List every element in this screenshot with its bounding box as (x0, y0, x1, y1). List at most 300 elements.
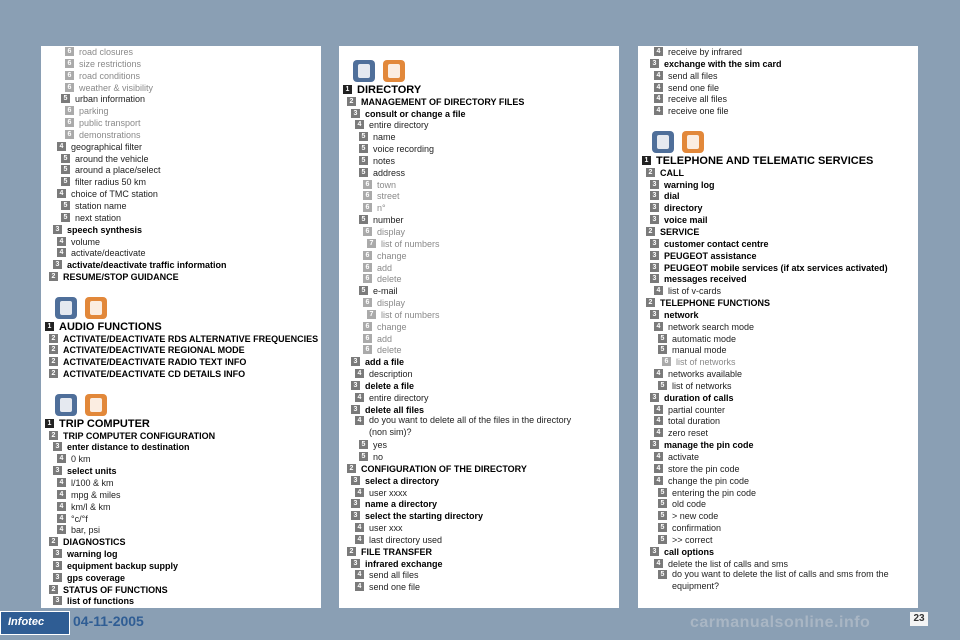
menu-item-label: add (377, 333, 393, 344)
level-badge: 4 (654, 416, 663, 425)
menu-item (41, 153, 321, 165)
level-badge: 3 (650, 547, 659, 556)
level-badge: 2 (49, 334, 58, 343)
menu-item (339, 380, 619, 392)
menu-item-label: yes (373, 440, 388, 451)
watermark: carmanualsonline.info (690, 614, 871, 631)
menu-item (638, 93, 918, 105)
level-badge: 6 (363, 263, 372, 272)
menu-item-label: automatic mode (672, 333, 737, 344)
level-badge: 4 (57, 248, 66, 257)
menu-item (41, 560, 321, 572)
menu-item-label: user xxx (369, 523, 403, 534)
menu-item-label: messages received (664, 274, 747, 285)
level-badge: 4 (57, 454, 66, 463)
level-badge: 5 (61, 201, 70, 210)
menu-item (339, 463, 619, 475)
menu-item (339, 84, 619, 96)
menu-item (339, 534, 619, 546)
menu-item (638, 309, 918, 321)
level-badge: 4 (57, 514, 66, 523)
menu-item (339, 546, 619, 558)
menu-column-3 (638, 46, 918, 608)
menu-item (638, 534, 918, 546)
menu-item (41, 368, 321, 380)
menu-item (339, 273, 619, 285)
menu-item-label: entering the pin code (672, 487, 757, 498)
menu-item (41, 224, 321, 236)
menu-item-label: name a directory (365, 499, 438, 510)
menu-item (638, 427, 918, 439)
menu-item (638, 167, 918, 179)
menu-item-label: change (377, 321, 407, 332)
menu-item (41, 46, 321, 58)
menu-item (339, 108, 619, 120)
menu-item-label: filter radius 50 km (75, 177, 147, 188)
level-badge: 2 (347, 464, 356, 473)
level-badge: 1 (45, 322, 54, 331)
menu-item-label: name (373, 132, 396, 143)
level-badge: 6 (363, 298, 372, 307)
level-badge: 5 (658, 523, 667, 532)
menu-item-label: TELEPHONE AND TELEMATIC SERVICES (656, 154, 874, 167)
level-badge: 4 (654, 476, 663, 485)
menu-item-label: ACTIVATE/DEACTIVATE REGIONAL MODE (63, 345, 245, 356)
menu-item (339, 475, 619, 487)
menu-item (41, 58, 321, 70)
menu-item-label: notes (373, 155, 396, 166)
menu-item (638, 475, 918, 487)
level-badge: 3 (53, 573, 62, 582)
level-badge: 5 (359, 215, 368, 224)
level-badge: 2 (49, 272, 58, 281)
menu-item-label: warning log (67, 549, 118, 560)
menu-item-label: display (377, 226, 406, 237)
level-badge: 5 (658, 381, 667, 390)
menu-item (339, 510, 619, 522)
menu-item (339, 96, 619, 108)
menu-item-label: MANAGEMENT OF DIRECTORY FILES (361, 96, 525, 107)
menu-item-label: description (369, 369, 413, 380)
menu-item (638, 82, 918, 94)
menu-item (41, 548, 321, 560)
menu-item (41, 93, 321, 105)
level-badge: 3 (351, 357, 360, 366)
page-number: 23 (910, 612, 928, 626)
menu-item (638, 70, 918, 82)
section-icons (638, 129, 918, 155)
menu-item (41, 465, 321, 477)
level-badge: 3 (650, 263, 659, 272)
level-badge: 4 (654, 286, 663, 295)
menu-item (638, 321, 918, 333)
level-badge: 6 (65, 59, 74, 68)
menu-item (638, 238, 918, 250)
menu-item (41, 188, 321, 200)
menu-item (339, 344, 619, 356)
menu-item-label: manual mode (672, 345, 727, 356)
level-badge: 4 (654, 559, 663, 568)
menu-item (41, 259, 321, 271)
menu-item-label: list of numbers (381, 238, 440, 249)
menu-item (41, 70, 321, 82)
menu-item (638, 510, 918, 522)
level-badge: 2 (347, 547, 356, 556)
menu-item-label: TRIP COMPUTER (59, 417, 150, 430)
section-icons (41, 295, 321, 321)
level-badge: 3 (351, 405, 360, 414)
menu-item (638, 558, 918, 570)
menu-item-label: equipment backup supply (67, 560, 179, 571)
menu-item (339, 451, 619, 463)
level-badge: 3 (53, 549, 62, 558)
menu-icon (55, 297, 77, 319)
menu-item-label: partial counter (668, 404, 726, 415)
menu-item (638, 250, 918, 262)
level-badge: 6 (363, 334, 372, 343)
menu-item (638, 226, 918, 238)
menu-item-label: gps coverage (67, 572, 126, 583)
level-badge: 6 (65, 106, 74, 115)
level-badge: 3 (53, 596, 62, 605)
menu-item-label: entire directory (369, 392, 429, 403)
menu-item-label: send one file (668, 82, 720, 93)
menu-item-label: no (373, 452, 384, 462)
menu-item (339, 179, 619, 191)
menu-item (41, 584, 321, 596)
level-badge: 5 (359, 144, 368, 153)
level-badge: 4 (355, 416, 364, 425)
menu-item (339, 285, 619, 297)
menu-item-label: number (373, 215, 404, 226)
menu-item (638, 463, 918, 475)
level-badge: 3 (351, 381, 360, 390)
level-badge: 6 (65, 83, 74, 92)
menu-icon (652, 131, 674, 153)
menu-item-label: total duration (668, 416, 721, 427)
menu-item (339, 131, 619, 143)
level-badge: 1 (642, 156, 651, 165)
level-badge: 4 (355, 120, 364, 129)
menu-item-label: road closures (79, 47, 134, 57)
menu-item-label: TELEPHONE FUNCTIONS (660, 298, 771, 309)
level-badge: 4 (57, 478, 66, 487)
menu-item-label: urban information (75, 94, 146, 105)
level-badge: 2 (49, 369, 58, 378)
level-badge: 6 (363, 322, 372, 331)
menu-item (339, 522, 619, 534)
level-badge: 3 (650, 393, 659, 402)
level-badge: 5 (658, 334, 667, 343)
menu-item-label: STATUS OF FUNCTIONS (63, 584, 168, 595)
menu-item-label: delete all files (365, 404, 425, 415)
menu-item-label: address (373, 167, 406, 178)
menu-item (41, 595, 321, 607)
menu-item (41, 236, 321, 248)
menu-item (339, 190, 619, 202)
menu-item (638, 380, 918, 392)
menu-item (638, 522, 918, 534)
level-badge: 6 (363, 203, 372, 212)
menu-item-label: select the starting directory (365, 511, 484, 522)
menu-item (41, 524, 321, 536)
level-badge: 2 (49, 357, 58, 366)
menu-item (41, 333, 321, 345)
menu-item (638, 439, 918, 451)
menu-item-label: warning log (664, 179, 715, 190)
menu-item-label: exchange with the sim card (664, 58, 782, 69)
menu-item (638, 368, 918, 380)
menu-item-label: select units (67, 466, 117, 477)
menu-item (41, 247, 321, 259)
menu-rows (339, 46, 619, 593)
menu-item-label: network search mode (668, 321, 755, 332)
level-badge: 5 (359, 440, 368, 449)
section-icons (41, 392, 321, 418)
level-badge: 4 (654, 71, 663, 80)
spacer (41, 380, 321, 392)
menu-item-label: list of networks (672, 380, 732, 391)
menu-item-label: select a directory (365, 475, 440, 486)
menu-item-label: next station (75, 212, 122, 223)
level-badge: 5 (359, 132, 368, 141)
level-badge: 5 (359, 168, 368, 177)
menu-item (339, 498, 619, 510)
level-badge: 4 (355, 393, 364, 402)
menu-item (41, 536, 321, 548)
menu-item (41, 141, 321, 153)
menu-item-label: PEUGEOT assistance (664, 250, 757, 261)
level-badge: 3 (53, 260, 62, 269)
menu-item (339, 439, 619, 451)
logo-text: Infotec (8, 616, 45, 628)
level-badge: 6 (662, 357, 671, 366)
menu-item (339, 392, 619, 404)
level-badge: 7 (367, 239, 376, 248)
menu-item (638, 179, 918, 191)
level-badge: 4 (654, 83, 663, 92)
menu-item-label: delete a file (365, 380, 415, 391)
menu-item-label: around a place/select (75, 165, 161, 176)
function-icon (85, 394, 107, 416)
menu-item (638, 498, 918, 510)
menu-item-label: receive one file (668, 106, 729, 117)
function-icon (383, 60, 405, 82)
level-badge: 5 (658, 345, 667, 354)
menu-item-label: parking (79, 106, 109, 117)
menu-item-label: add a file (365, 357, 405, 368)
menu-item (41, 572, 321, 584)
menu-item-label: networks available (668, 369, 743, 380)
menu-item (339, 569, 619, 581)
menu-item-label: around the vehicle (75, 153, 149, 164)
level-badge: 2 (646, 168, 655, 177)
menu-item-label: network (664, 309, 699, 320)
menu-item-label: CALL (660, 167, 684, 178)
menu-item-label: RESUME/STOP GUIDANCE (63, 272, 179, 283)
menu-item-label: manage the pin code (664, 440, 754, 451)
spacer (638, 117, 918, 129)
level-badge: 4 (355, 523, 364, 532)
level-badge: 6 (65, 71, 74, 80)
menu-item-label: send one file (369, 582, 421, 593)
menu-item (339, 155, 619, 167)
menu-item-label: l/100 & km (71, 478, 114, 488)
level-badge: 3 (351, 109, 360, 118)
menu-item-label: delete the list of calls and sms (668, 558, 789, 569)
menu-item-label: town (377, 179, 397, 190)
menu-item-label: ACTIVATE/DEACTIVATE RADIO TEXT INFO (63, 357, 247, 368)
menu-item (41, 321, 321, 333)
menu-item (41, 129, 321, 141)
level-badge: 3 (650, 203, 659, 212)
menu-item (638, 569, 918, 593)
level-badge: 4 (654, 322, 663, 331)
menu-item-label: °c/°f (71, 513, 88, 524)
menu-item (339, 262, 619, 274)
level-badge: 6 (65, 130, 74, 139)
menu-item (41, 356, 321, 368)
level-badge: 3 (650, 239, 659, 248)
menu-item (41, 105, 321, 117)
menu-item-label: change the pin code (668, 475, 750, 486)
menu-item (638, 297, 918, 309)
menu-item-label: DIRECTORY (357, 83, 422, 96)
menu-item-label: demonstrations (79, 129, 141, 140)
level-badge: 6 (65, 47, 74, 56)
menu-item (41, 430, 321, 442)
level-badge: 5 (61, 165, 70, 174)
level-badge: 5 (61, 213, 70, 222)
infotec-logo (0, 611, 70, 635)
menu-item-label: activate/deactivate traffic information (67, 260, 227, 271)
menu-item (638, 285, 918, 297)
menu-item-label: voice recording (373, 144, 435, 155)
menu-item (638, 333, 918, 345)
menu-item (638, 451, 918, 463)
level-badge: 6 (363, 251, 372, 260)
level-badge: 3 (351, 476, 360, 485)
level-badge: 6 (363, 274, 372, 283)
menu-item-label: consult or change a file (365, 108, 466, 119)
level-badge: 3 (351, 559, 360, 568)
menu-item-label: size restrictions (79, 58, 142, 69)
menu-item-label: user xxxx (369, 487, 408, 498)
level-badge: 2 (49, 345, 58, 354)
menu-item-label: store the pin code (668, 463, 740, 474)
menu-item (41, 82, 321, 94)
level-badge: 1 (343, 85, 352, 94)
menu-item (339, 297, 619, 309)
menu-item (638, 273, 918, 285)
menu-column-1 (41, 46, 321, 608)
level-badge: 3 (650, 215, 659, 224)
level-badge: 3 (53, 466, 62, 475)
menu-item (41, 453, 321, 465)
level-badge: 3 (650, 59, 659, 68)
menu-item-label: geographical filter (71, 141, 143, 152)
menu-item (638, 46, 918, 58)
level-badge: 3 (650, 180, 659, 189)
menu-item (41, 477, 321, 489)
menu-item-label: dial (664, 191, 680, 202)
menu-item-label: confirmation (672, 523, 722, 534)
level-badge: 5 (359, 452, 368, 461)
level-badge: 3 (650, 251, 659, 260)
level-badge: 4 (355, 535, 364, 544)
level-badge: 3 (351, 511, 360, 520)
menu-rows (41, 46, 321, 607)
menu-item (41, 164, 321, 176)
menu-item-label: PEUGEOT mobile services (if atx services activated) (664, 262, 888, 273)
menu-item-label: SERVICE (660, 226, 700, 237)
level-badge: 4 (57, 490, 66, 499)
menu-item-label: >> correct (672, 534, 713, 545)
menu-item-label: list of v-cards (668, 286, 722, 297)
menu-item (638, 155, 918, 167)
menu-item-label: customer contact centre (664, 238, 769, 249)
menu-item-label: ACTIVATE/DEACTIVATE RDS ALTERNATIVE FREQUENCIES (63, 333, 319, 344)
menu-item-label: voice mail (664, 215, 708, 226)
menu-item-label: send all files (369, 570, 419, 581)
menu-item (638, 487, 918, 499)
menu-item (638, 344, 918, 356)
level-badge: 5 (658, 488, 667, 497)
menu-item-label: delete (377, 274, 402, 285)
level-badge: 4 (654, 47, 663, 56)
menu-item-label: street (377, 191, 400, 202)
menu-item-label: receive all files (668, 94, 728, 105)
menu-item-label: TRIP COMPUTER CONFIGURATION (63, 430, 216, 441)
menu-item-label: add (377, 262, 393, 273)
menu-item (339, 581, 619, 593)
level-badge: 4 (654, 464, 663, 473)
level-badge: 4 (355, 488, 364, 497)
level-badge: 3 (351, 499, 360, 508)
level-badge: 5 (359, 156, 368, 165)
menu-item (41, 271, 321, 283)
level-badge: 6 (65, 118, 74, 127)
menu-item-label: delete (377, 345, 402, 356)
level-badge: 6 (363, 345, 372, 354)
menu-item (638, 262, 918, 274)
menu-item-label: km/l & km (71, 501, 111, 512)
menu-item-label: CONFIGURATION OF THE DIRECTORY (361, 463, 527, 474)
menu-item (339, 356, 619, 368)
level-badge: 5 (658, 499, 667, 508)
level-badge: 6 (363, 227, 372, 236)
level-badge: 4 (57, 502, 66, 511)
menu-item-label: activate (668, 452, 700, 462)
menu-item (41, 212, 321, 224)
level-badge: 3 (650, 274, 659, 283)
level-badge: 6 (363, 180, 372, 189)
menu-item-label: bar, psi (71, 525, 101, 536)
menu-item (339, 415, 619, 439)
menu-item-label: ACTIVATE/DEACTIVATE CD DETAILS INFO (63, 369, 246, 380)
menu-item-label: list of numbers (381, 309, 440, 320)
section-icons (339, 58, 619, 84)
level-badge: 4 (57, 142, 66, 151)
menu-item (339, 226, 619, 238)
level-badge: 4 (57, 525, 66, 534)
menu-item (638, 392, 918, 404)
spacer (339, 46, 619, 58)
level-badge: 2 (646, 227, 655, 236)
menu-item-label: zero reset (668, 428, 709, 439)
level-badge: 3 (650, 440, 659, 449)
level-badge: 5 (658, 535, 667, 544)
